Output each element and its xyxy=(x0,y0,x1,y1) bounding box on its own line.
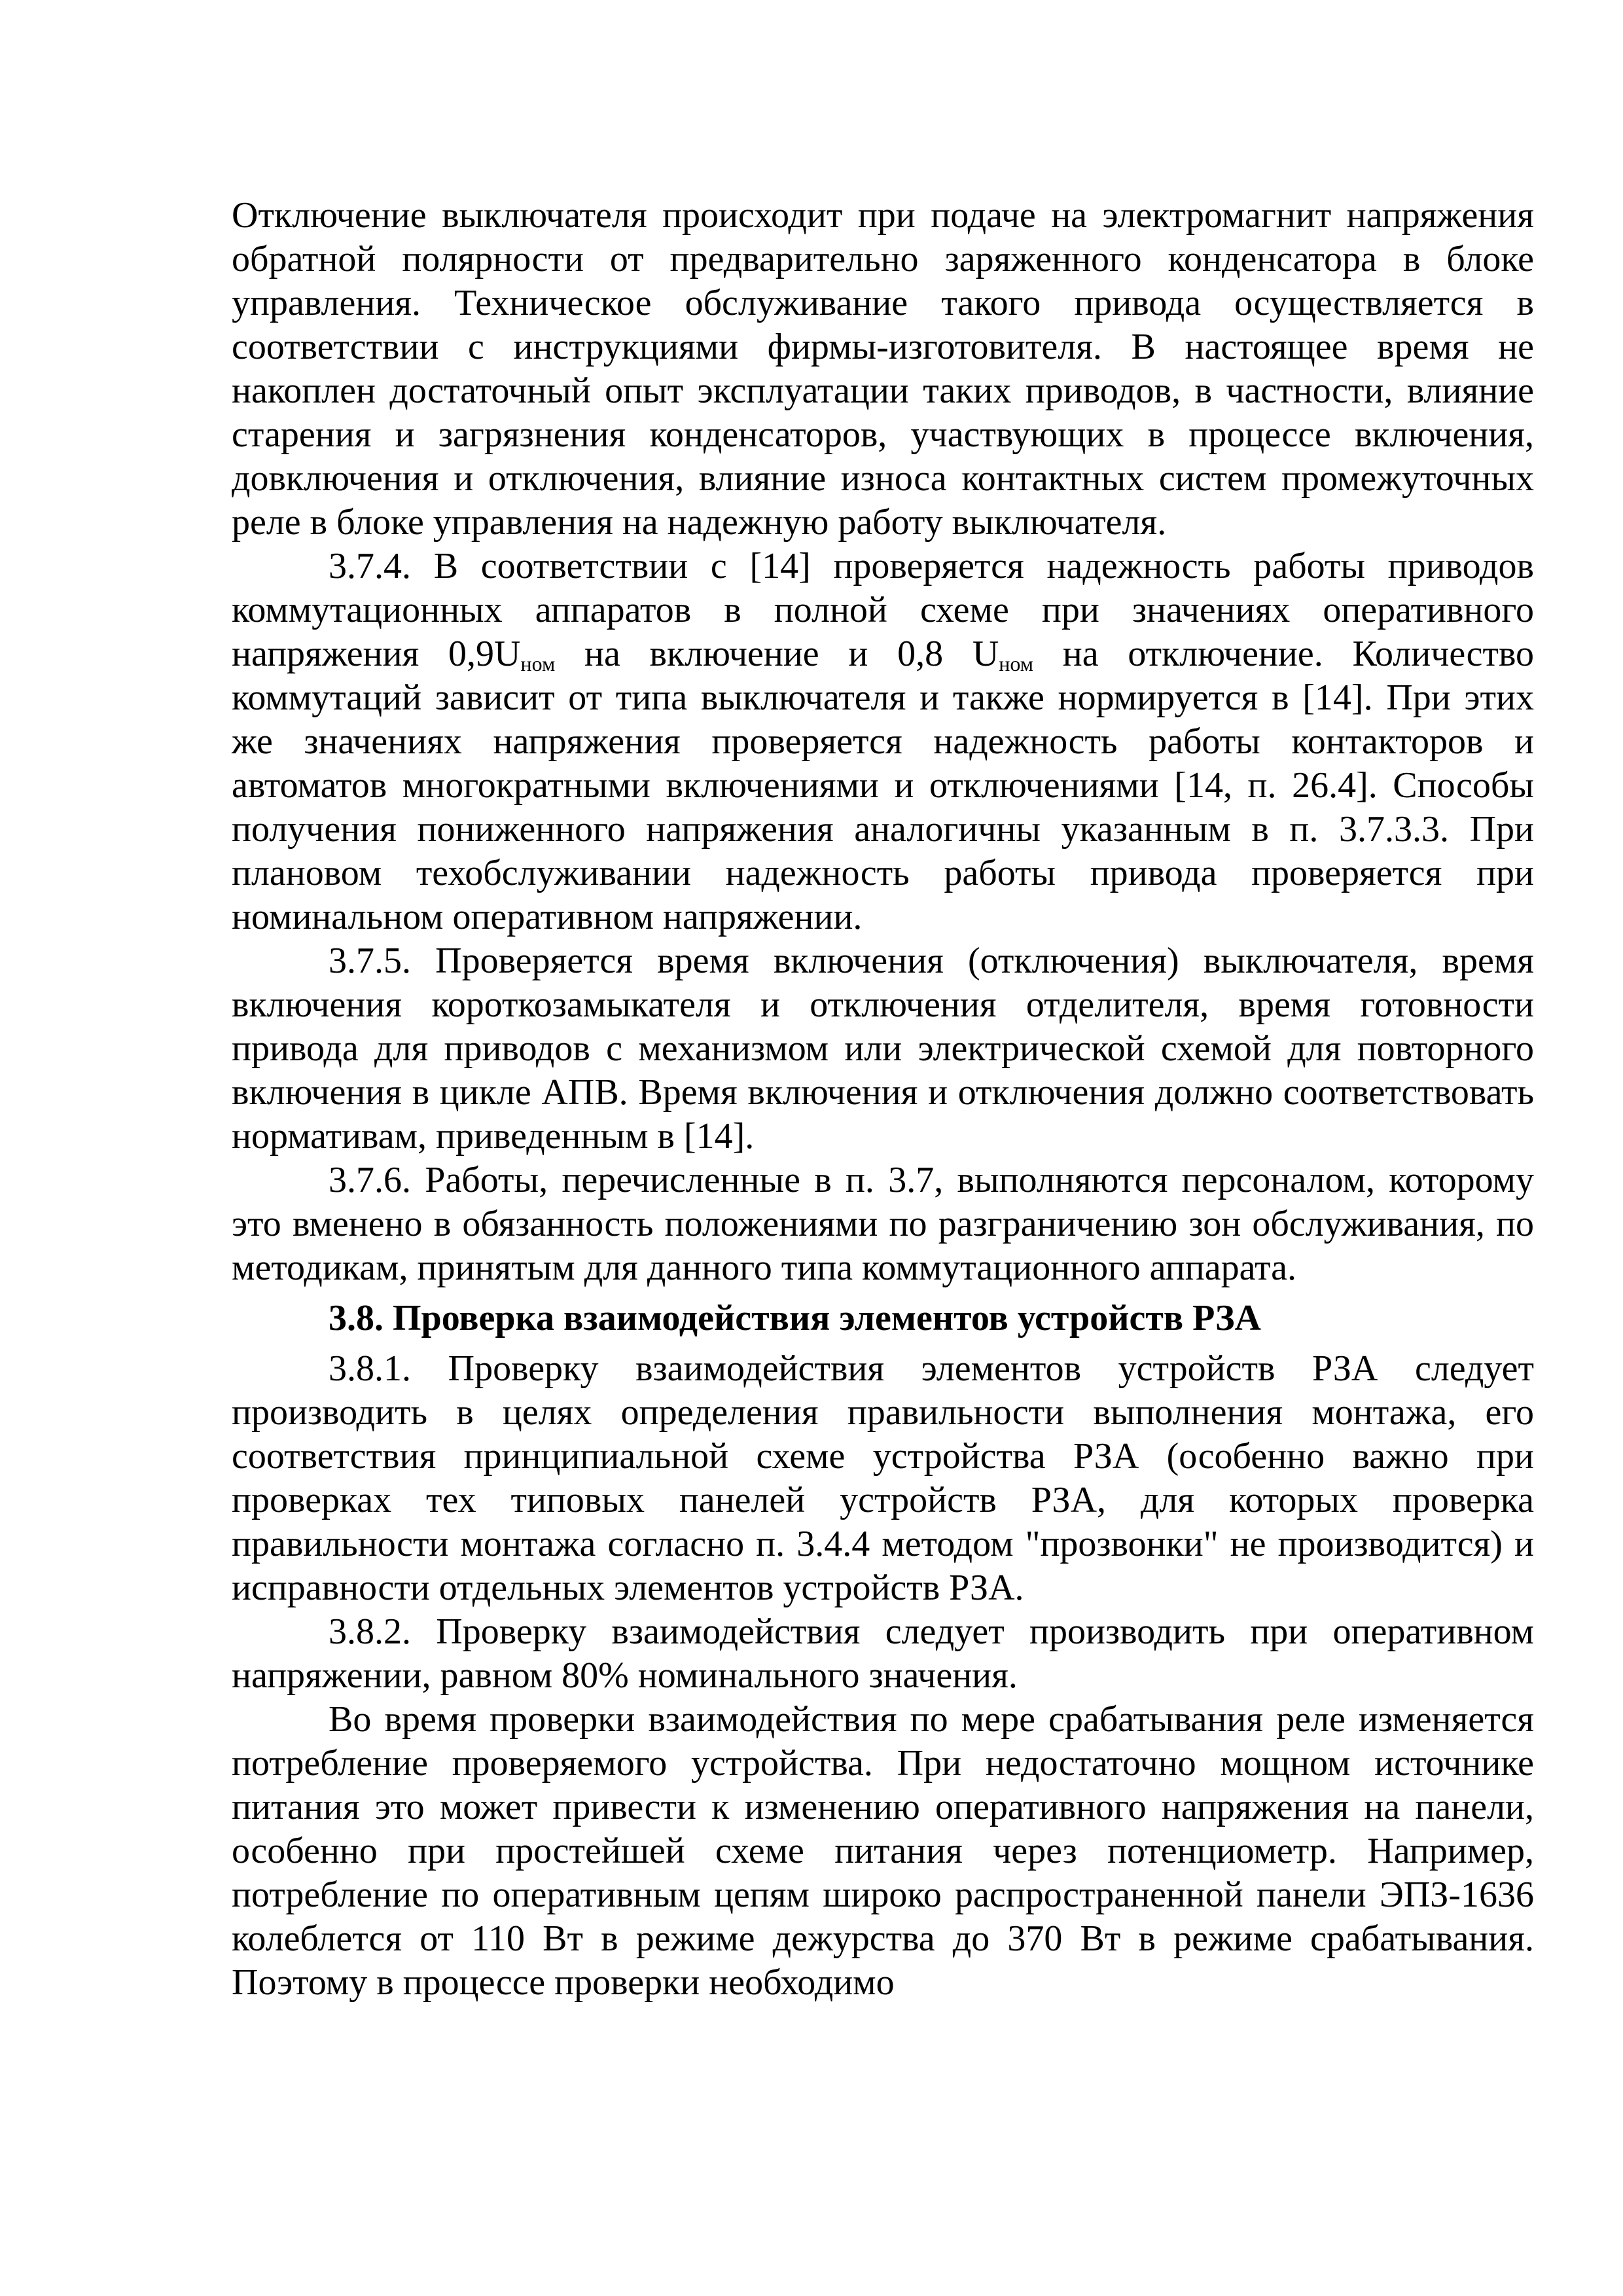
paragraph-3-8-2: 3.8.2. Проверку взаимодействия следует производить при оперативном напряжении, равном 80% номинального значения. xyxy=(232,1611,1534,1696)
document-page xyxy=(232,194,1534,2005)
paragraph-3-7-6: 3.7.6. Работы, перечисленные в п. 3.7, выполняются персоналом, которому это вменено в обязанность положениями по разграничению зон обслуживания, по методикам, принятым для данного типа коммутационного аппарата. xyxy=(232,1160,1534,1288)
paragraph-3-7-4 xyxy=(232,545,1534,939)
subscript-nom-2: ном xyxy=(999,652,1034,675)
paragraph-3-7-4-part-1: 3.7.4. В соответствии с [14] проверяется надежность работы приводов коммутационных аппаратов в полной схеме при значениях оперативного напряжения 0,9U xyxy=(232,546,1534,674)
paragraph-3-7-4-part-3: на отключение. Количество коммутаций зависит от типа выключателя и также нормируется в [14]. При этих же значениях напряжения проверяется надежность работы контакторов и автоматов многократными включениями и отключениями [14, п. 26.4]. Способы получения пониженного напряжения аналогичны указанным в п. 3.7.3.3. При плановом техобслуживании надежность работы привода проверяется при номинальном оперативном напряжении. xyxy=(232,634,1535,937)
paragraph-power-consumption: Во время проверки взаимодействия по мере срабатывания реле изменяется потребление проверяемого устройства. При недостаточно мощном источнике питания это может привести к изменению оперативного напряжения на панели, особенно при простейшей схеме питания через потенциометр. Например, потребление по оперативным цепям широко распространенной панели ЭПЗ-1636 колеблется от 110 Вт в режиме дежурства до 370 Вт в режиме срабатывания. Поэтому в процессе проверки необходимо xyxy=(232,1699,1534,2003)
paragraph-3-7-5: 3.7.5. Проверяется время включения (отключения) выключателя, время включения короткозамыкателя и отключения отделителя, время готовности привода для приводов с механизмом или электрической схемой для повторного включения в цикле АПВ. Время включения и отключения должно соответствовать нормативам, приведенным в [14]. xyxy=(232,941,1534,1157)
paragraph-breaker-tripping: Отключение выключателя происходит при подаче на электромагнит напряжения обратной полярности от предварительно заряженного конденсатора в блоке управления. Техническое обслуживание такого привода осуществляется в соответствии с инструкциями фирмы-изготовителя. В настоящее время не накоплен достаточный опыт эксплуатации таких приводов, в частности, влияние старения и загрязнения конденсаторов, участвующих в процессе включения, довключения и отключения, влияние износа контактных систем промежуточных реле в блоке управления на надежную работу выключателя. xyxy=(232,195,1534,543)
subscript-nom-1: ном xyxy=(520,652,556,675)
paragraph-3-8-1: 3.8.1. Проверку взаимодействия элементов устройств РЗА следует производить в целях определения правильности выполнения монтажа, его соответствия принципиальной схеме устройства РЗА (особенно важно при проверках тех типовых панелей устройств РЗА, для которых проверка правильности монтажа согласно п. 3.4.4 методом "прозвонки" не производится) и исправности отдельных элементов устройств РЗА. xyxy=(232,1348,1534,1608)
paragraph-3-7-4-part-2: на включение и 0,8 U xyxy=(555,634,999,674)
section-heading-3-8: 3.8. Проверка взаимодействия элементов устройств РЗА xyxy=(329,1298,1261,1338)
